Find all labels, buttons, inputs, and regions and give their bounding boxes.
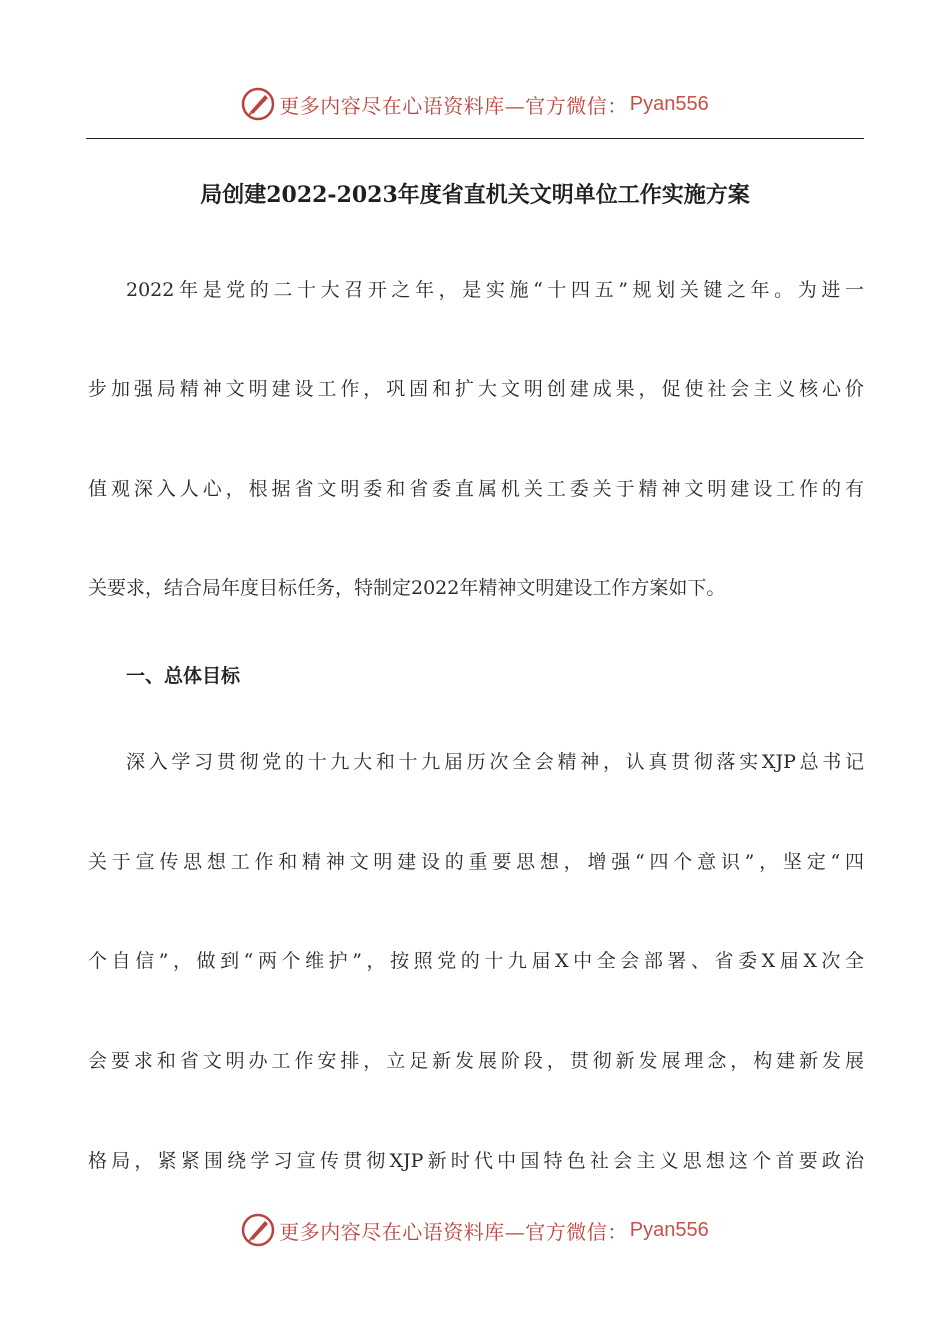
quill-logo-icon (241, 87, 275, 121)
section-heading: 一、总体目标 (126, 665, 241, 687)
paragraph-line: 步加强局精神文明建设工作，巩固和扩大文明创建成果，促使社会主义核心价 (88, 378, 864, 400)
banner-text: 更多内容尽在心语资料库—官方微信： (279, 93, 628, 118)
document-title: 局创建2022-2023年度省直机关文明单位工作实施方案 (200, 182, 750, 208)
paragraph-line: 2022年是党的二十大召开之年，是实施“十四五”规划关键之年。为进一 (126, 279, 864, 301)
footer-banner (0, 1208, 950, 1252)
header-banner (0, 82, 950, 126)
paragraph-line: 值观深入人心，根据省文明委和省委直属机关工委关于精神文明建设工作的有 (88, 478, 864, 500)
header-divider (86, 138, 864, 139)
paragraph-line: 会要求和省文明办工作安排，立足新发展阶段，贯彻新发展理念，构建新发展 (88, 1050, 864, 1072)
wechat-id: Pyan556 (629, 92, 709, 115)
wechat-id: Pyan556 (629, 1218, 709, 1241)
paragraph-line: 深入学习贯彻党的十九大和十九届历次全会精神，认真贯彻落实XJP总书记 (126, 751, 864, 773)
paragraph-line: 格局，紧紧围绕学习宣传贯彻XJP新时代中国特色社会主义思想这个首要政治 (88, 1150, 864, 1172)
banner-text: 更多内容尽在心语资料库—官方微信： (279, 1219, 628, 1244)
paragraph-line: 关要求，结合局年度目标任务，特制定2022年精神文明建设工作方案如下。 (88, 577, 726, 599)
quill-logo-icon (241, 1213, 275, 1247)
paragraph-line: 个自信”，做到“两个维护”，按照党的十九届X中全会部署、省委X届X次全 (88, 950, 864, 972)
paragraph-line: 关于宣传思想工作和精神文明建设的重要思想，增强“四个意识”，坚定“四 (88, 851, 864, 873)
